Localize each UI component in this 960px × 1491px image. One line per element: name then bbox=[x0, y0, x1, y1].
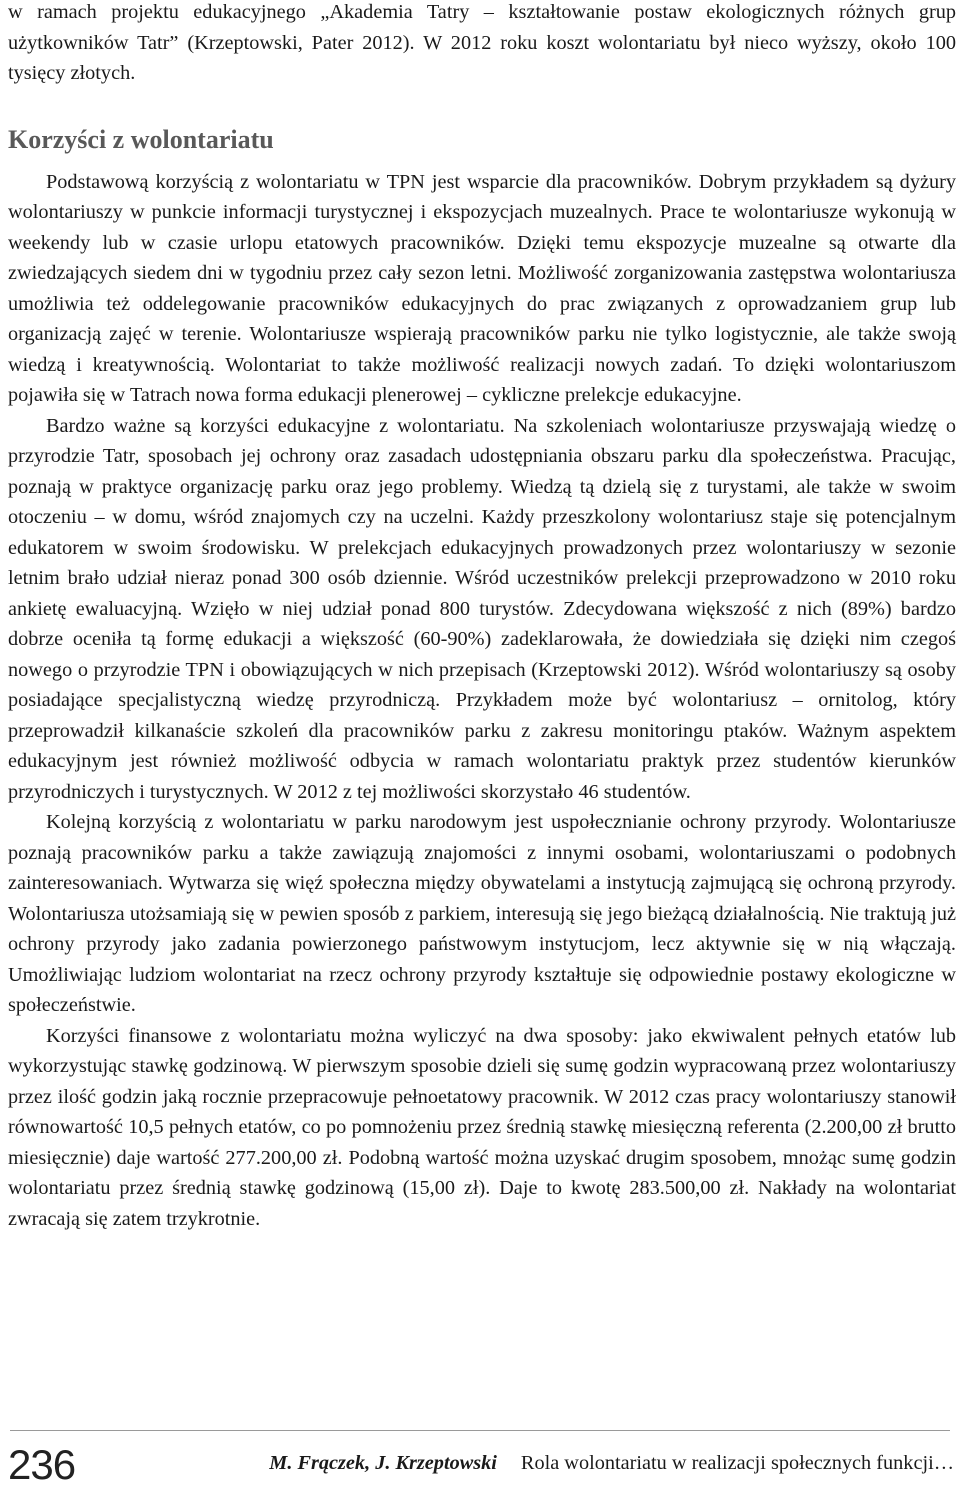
page-footer bbox=[0, 1400, 960, 1491]
paragraph-benefits-social: Kolejną korzyścią z wolontariatu w parku narodowym jest uspołecznianie ochrony przyrody. Wolontariusze poznają pracowników parku a także zawiązują znajomości z innymi osobami, wolontariuszami o podobnych zainteresowaniach. Wytwarza się więź społeczna między obywatelami a instytucją zajmującą się ochroną przyrody. Wolontariusza utożsamiają się w pewien sposób z parkiem, interesują się jego bieżącą działalnością. Nie traktują już ochrony przyrody jako zadania powierzonego państwowym instytucjom, lecz aktywnie się w nią włączają. Umożliwiając ludziom wolontariat na rzecz ochrony przyrody kształtuje się odpowiednie postawy ekologiczne w społeczeństwie. bbox=[8, 811, 956, 1016]
paragraph-benefits-staff: Podstawową korzyścią z wolontariatu w TPN jest wsparcie dla pracowników. Dobrym przykładem są dyżury wolontariuszy w punkcie informacji turystycznej i ekspozycjach muzealnych. Prace te wolontariusze wykonują w weekendy lub w czasie urlopu etatowych pracowników. Dzięki temu ekspozycje muzealne są otwarte dla zwiedzających siedem dni w tygodniu przez cały sezon letni. Możliwość zorganizowania zastępstwa wolontariusza umożliwia też oddelegowanie pracowników edukacyjnych do prac związanych z oprowadzaniem grup lub organizacją zajęć w terenie. Wolontariusze wspierają pracowników parku nie tylko logistycznie, ale także swoją wiedzą i kreatywnością. Wolontariat to także możliwość realizacji nowych zadań. To dzięki wolontariuszom pojawiła się w Tatrach nowa forma edukacji plenerowej – cykliczne prelekcje edukacyjne. bbox=[8, 170, 956, 406]
footer-divider bbox=[10, 1430, 950, 1431]
paragraph-benefits-education: Bardzo ważne są korzyści edukacyjne z wolontariatu. Na szkoleniach wolontariusze przyswajają wiedzę o przyrodzie Tatr, sposobach jej ochrony oraz zasadach udostępniania obszaru parku dla społeczeństwa. Pracując, poznają w praktyce organizację parku oraz jego problemy. Wiedzą tą dzielą się z turystami, ale także w swoim otoczeniu – w domu, wśród znajomych czy na uczelni. Każdy przeszkolony wolontariusz staje się potencjalnym edukatorem w swoim środowisku. W prelekcjach edukacyjnych prowadzonych przez wolontariuszy w sezonie letnim brało udział nieraz ponad 300 osób dziennie. Wśród uczestników prelekcji przeprowadzono w 2010 roku ankietę ewaluacyjną. Wzięło w niej udział ponad 800 turystów. Zdecydowana większość z nich (89%) bardzo dobrze oceniła tą formę edukacji a większość (60-90%) zadeklarowała, że dowiedziała się dzięki nim czegoś nowego o przyrodzie TPN i obowiązujących w nich przepisach (Krzeptowski 2012). Wśród wolontariuszy są osoby posiadające specjalistyczną wiedzę przyrodniczą. Przykładem może być wolontariusz – ornitolog, który przeprowadził kilkanaście szkoleń dla pracowników parku z zakresu monitoringu ptaków. Ważnym aspektem edukacyjnym jest również możliwość odbycia w ramach wolontariatu praktyk przez studentów kierunków przyrodniczych i turystycznych. W 2012 z tej możliwości skorzystało 46 studentów. bbox=[8, 414, 956, 803]
section-heading: Korzyści z wolontariatu bbox=[8, 124, 274, 154]
paragraph-benefits-financial: Korzyści finansowe z wolontariatu można wyliczyć na dwa sposoby: jako ekwiwalent pełnych etatów lub wykorzystując stawkę godzinową. W pierwszym sposobie dzieli się sumę godzin wypracowaną przez wolontariuszy przez ilość godzin jaką rocznie przepracowuje pełnoetatowy pracownik. W 2012 czas pracy wolontariuszy stanowił równowartość 10,5 pełnych etatów, co po pomnożeniu przez średnią stawkę miesięczną referenta (2.200,00 zł brutto miesięcznie) daje wartość 277.200,00 zł. Podobną wartość można uzyskać drugim sposobem, mnożąc sumę godzin wolontariatu przez średnią stawkę godzinową (15,00 zł). Daje to kwotę 283.500,00 zł. Nakłady na wolontariat zwracają się zatem trzykrotnie. bbox=[8, 1024, 956, 1230]
page-number: 236 bbox=[8, 1441, 76, 1488]
page-body bbox=[8, 0, 956, 1234]
running-header bbox=[269, 1450, 954, 1476]
footer-article-title: Rola wolontariatu w realizacji społecznych funkcji… bbox=[520, 1452, 954, 1474]
footer-authors: M. Frączek, J. Krzeptowski bbox=[269, 1452, 497, 1474]
intro-paragraph: w ramach projektu edukacyjnego „Akademia Tatry – kształtowanie postaw ekologicznych różnych grup użytkowników Tatr” (Krzeptowski, Pater 2012). W 2012 roku koszt wolontariatu był nieco wyższy, około 100 tysięcy złotych. bbox=[8, 1, 956, 84]
